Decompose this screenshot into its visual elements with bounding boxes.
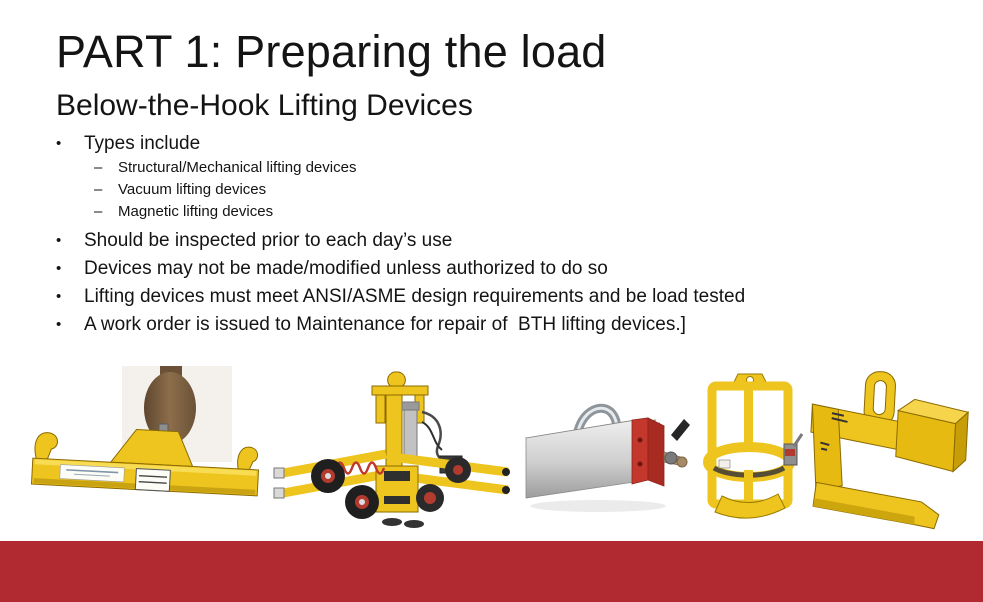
bullet-text: Magnetic lifting devices xyxy=(118,203,274,220)
center-strap xyxy=(744,388,753,450)
left-end-hook xyxy=(34,432,58,461)
magnet-red-cap-side xyxy=(648,418,664,486)
band-sticker xyxy=(719,460,730,468)
label-text-line xyxy=(74,474,110,476)
hanger-bar xyxy=(372,386,428,395)
right-end-hook xyxy=(237,447,258,472)
c-hook-coil-lifter-photo xyxy=(802,370,970,534)
plate-text-line xyxy=(139,476,167,477)
bullet-text: Structural/Mechanical lifting devices xyxy=(118,159,357,176)
capacity-marking xyxy=(832,413,848,422)
left-rail xyxy=(278,454,386,474)
rail-end-cap xyxy=(274,488,284,498)
hanger-post xyxy=(415,395,424,423)
bullet-text: Types include xyxy=(84,133,201,154)
bullet-text: Vacuum lifting devices xyxy=(118,181,267,198)
crane-hook-icon xyxy=(144,372,196,444)
footer-bar xyxy=(0,541,983,602)
drum-band xyxy=(708,447,790,477)
label-text-line xyxy=(66,470,118,473)
left-rail xyxy=(278,474,386,494)
bullet-dot-icon: • xyxy=(56,260,62,277)
bolt xyxy=(638,462,643,467)
bullet-item xyxy=(94,201,926,223)
beam xyxy=(31,458,258,496)
suction-cups xyxy=(311,457,471,528)
magnet-red-cap-front xyxy=(632,418,648,484)
lifting-tab xyxy=(732,374,768,386)
bolt xyxy=(638,438,643,443)
capacity-marking xyxy=(820,443,829,450)
magnetic-lifter-photo xyxy=(514,374,690,522)
tab-hole xyxy=(747,377,754,384)
control-knob xyxy=(448,461,454,467)
bullet-item xyxy=(56,131,926,157)
base-shoe xyxy=(715,494,785,518)
ratchet-handle xyxy=(794,434,802,446)
bullet-item xyxy=(56,255,926,283)
rail-end-cap xyxy=(274,468,284,478)
hose xyxy=(422,412,450,462)
right-rail xyxy=(400,476,508,490)
bullet-item xyxy=(56,227,926,255)
magnet-body xyxy=(526,418,648,498)
shackle-pin xyxy=(159,424,168,468)
hanger-post xyxy=(376,395,385,423)
bullet-item xyxy=(56,311,926,339)
spreader-beam-body xyxy=(31,424,260,496)
center-gusset xyxy=(111,428,195,466)
band-label-text xyxy=(714,468,784,475)
dash-bullet-icon: – xyxy=(94,181,103,198)
c-hook-illustration xyxy=(802,370,970,534)
bullet-item xyxy=(94,157,926,179)
plate-text-line xyxy=(139,482,167,483)
frame-detail xyxy=(384,496,410,504)
beam-shade xyxy=(34,478,256,495)
shackle-highlight xyxy=(576,408,616,466)
dash-bullet-icon: – xyxy=(94,159,103,176)
counterweight-front xyxy=(895,411,956,472)
coiled-hose xyxy=(336,463,384,474)
frame-detail xyxy=(384,471,410,481)
bullet-dot-icon: • xyxy=(56,135,62,152)
bullet-list xyxy=(56,131,926,339)
vacuum-lifter-photo xyxy=(272,370,514,538)
dash-bullet-icon: – xyxy=(94,203,103,220)
center-strap-lower xyxy=(744,470,753,500)
mast xyxy=(386,395,402,475)
drum-lifter-illustration xyxy=(692,370,808,532)
hose xyxy=(422,422,442,450)
counterweight-side xyxy=(953,412,968,473)
top-face-slats xyxy=(536,420,660,443)
bottom-arm xyxy=(812,482,940,529)
slide-subtitle: Below-the-Hook Lifting Devices xyxy=(56,89,473,122)
bottom-arm-shade xyxy=(812,498,915,524)
beam-highlight xyxy=(35,459,257,476)
rail-end-cap xyxy=(502,468,510,476)
center-frame xyxy=(376,466,418,512)
spreader-beam-lifter-photo xyxy=(26,366,264,538)
control-box xyxy=(440,456,462,473)
hook-shank xyxy=(160,366,182,382)
right-rail xyxy=(400,458,508,472)
shackle-lug xyxy=(569,457,591,479)
rail-end-cap xyxy=(502,486,510,494)
capacity-plate xyxy=(135,469,170,492)
back-member xyxy=(808,404,846,492)
drum-lifter-photo xyxy=(692,370,808,532)
handle-lever xyxy=(671,419,690,441)
shadow xyxy=(530,500,666,512)
cylinder-cap xyxy=(402,402,419,410)
bullet-dot-icon: • xyxy=(56,232,62,249)
handle-rod xyxy=(664,452,684,466)
spreader-beam-illustration xyxy=(26,366,264,538)
lifting-eye xyxy=(388,372,406,387)
shackle-lug-pin xyxy=(576,464,584,472)
ratchet-mechanism xyxy=(784,444,797,465)
vacuum-cylinder xyxy=(404,410,417,458)
frame xyxy=(712,386,788,504)
magnetic-lifter-illustration xyxy=(514,374,690,522)
shackle xyxy=(576,408,616,466)
bullet-dot-icon: • xyxy=(56,288,62,305)
crane-hook-tip xyxy=(150,436,172,461)
top-arm xyxy=(810,404,934,456)
bullet-dot-icon: • xyxy=(56,316,62,333)
bullet-text: A work order is issued to Maintenance for repair of BTH lifting devices.] xyxy=(84,314,686,335)
photo-backdrop xyxy=(122,366,232,462)
beam-label xyxy=(60,465,125,482)
counterweight-top xyxy=(898,399,969,425)
handle-rod-end xyxy=(677,457,687,467)
ratchet-label xyxy=(785,449,795,456)
bullet-text: Devices may not be made/modified unless authorized to do so xyxy=(84,258,608,279)
bullet-text: Should be inspected prior to each day’s use xyxy=(84,230,453,251)
bullet-text: Lifting devices must meet ANSI/ASME design requirements and be load tested xyxy=(84,286,746,307)
bullet-item xyxy=(94,179,926,201)
slide-title: PART 1: Preparing the load xyxy=(56,26,607,77)
bullet-item xyxy=(56,283,926,311)
eye-slot xyxy=(873,380,887,415)
magnet-top-face xyxy=(526,418,664,448)
lifting-eye-plate xyxy=(863,371,896,426)
handle-pivot xyxy=(665,452,677,464)
vacuum-lifter-illustration xyxy=(272,370,514,538)
